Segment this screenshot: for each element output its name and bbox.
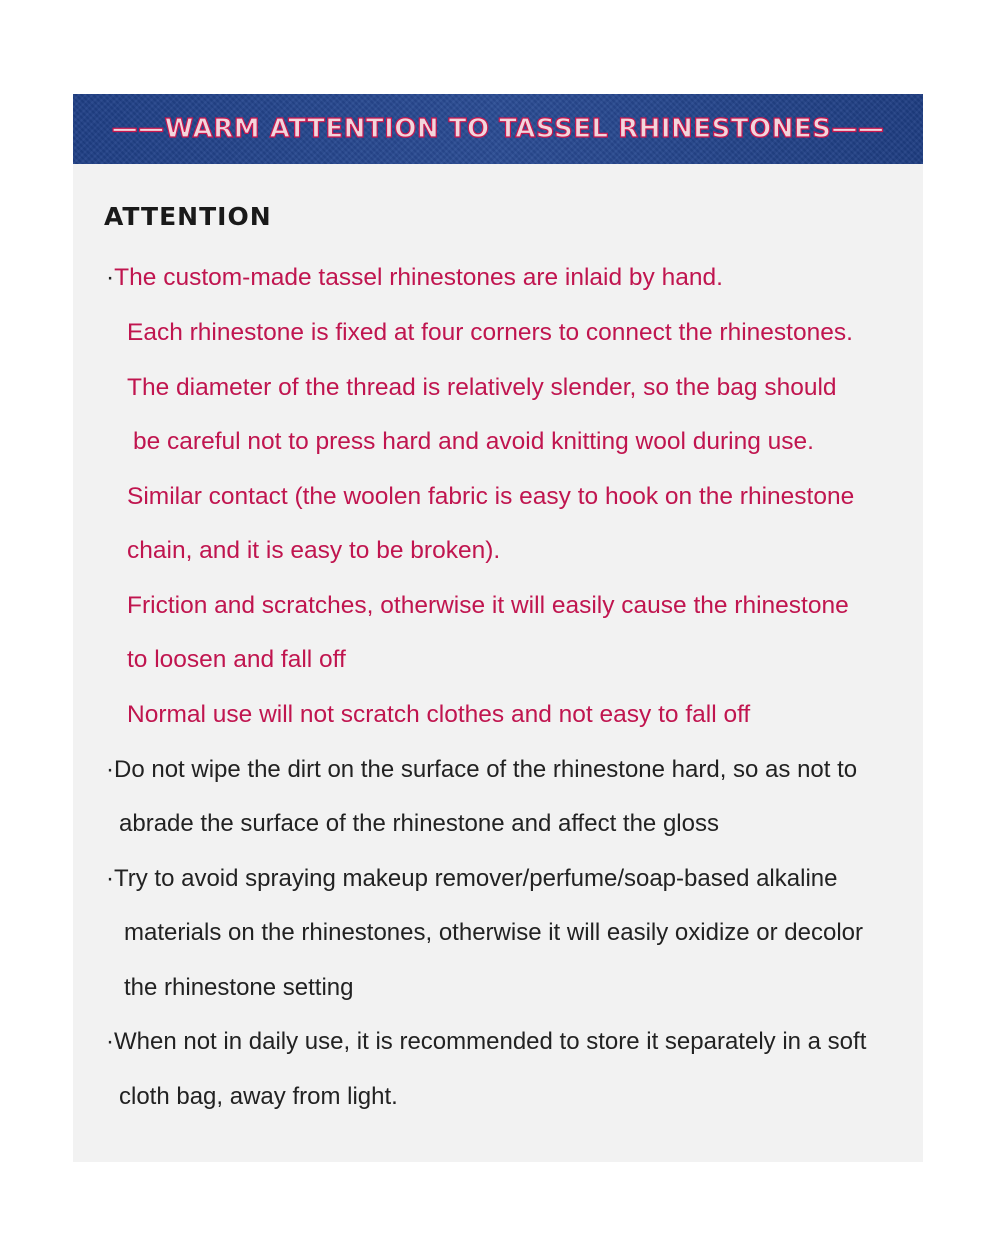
note-4-line-1: ·When not in daily use, it is recommended to store it separately in a soft bbox=[106, 1028, 867, 1055]
section-heading: ATTENTION bbox=[104, 202, 272, 231]
bullet: · bbox=[106, 756, 114, 783]
note-1-line-7: Friction and scratches, otherwise it will easily cause the rhinestone bbox=[127, 592, 849, 619]
note-2-line-2: abrade the surface of the rhinestone and affect the gloss bbox=[119, 810, 719, 837]
note-2-line-1: ·Do not wipe the dirt on the surface of the rhinestone hard, so as not to bbox=[106, 756, 858, 783]
bullet: · bbox=[106, 264, 115, 291]
note-1-line-6: chain, and it is easy to be broken). bbox=[127, 537, 501, 564]
banner-title: ——WARM ATTENTION TO TASSEL RHINESTONES—— bbox=[111, 114, 885, 144]
title-banner bbox=[73, 94, 923, 164]
note-1-line-5: Similar contact (the woolen fabric is easy to hook on the rhinestone bbox=[127, 483, 855, 510]
attention-card bbox=[73, 94, 923, 1162]
note-4-line-2: cloth bag, away from light. bbox=[119, 1083, 398, 1110]
note-3-line-1: ·Try to avoid spraying makeup remover/perfume/soap-based alkaline bbox=[106, 865, 838, 892]
note-1-line-9: Normal use will not scratch clothes and not easy to fall off bbox=[127, 701, 751, 728]
note-1-line-4: be careful not to press hard and avoid knitting wool during use. bbox=[133, 428, 814, 455]
note-1-line-1: ·The custom-made tassel rhinestones are inlaid by hand. bbox=[106, 264, 723, 291]
bullet: · bbox=[106, 865, 114, 892]
bullet: · bbox=[106, 1028, 114, 1055]
note-3-line-2: materials on the rhinestones, otherwise it will easily oxidize or decolor bbox=[124, 919, 864, 946]
note-1-line-3: The diameter of the thread is relatively slender, so the bag should bbox=[127, 374, 837, 401]
note-1-line-2: Each rhinestone is fixed at four corners to connect the rhinestones. bbox=[127, 319, 853, 346]
note-3-line-3: the rhinestone setting bbox=[124, 974, 354, 1001]
note-1-line-8: to loosen and fall off bbox=[127, 646, 346, 673]
